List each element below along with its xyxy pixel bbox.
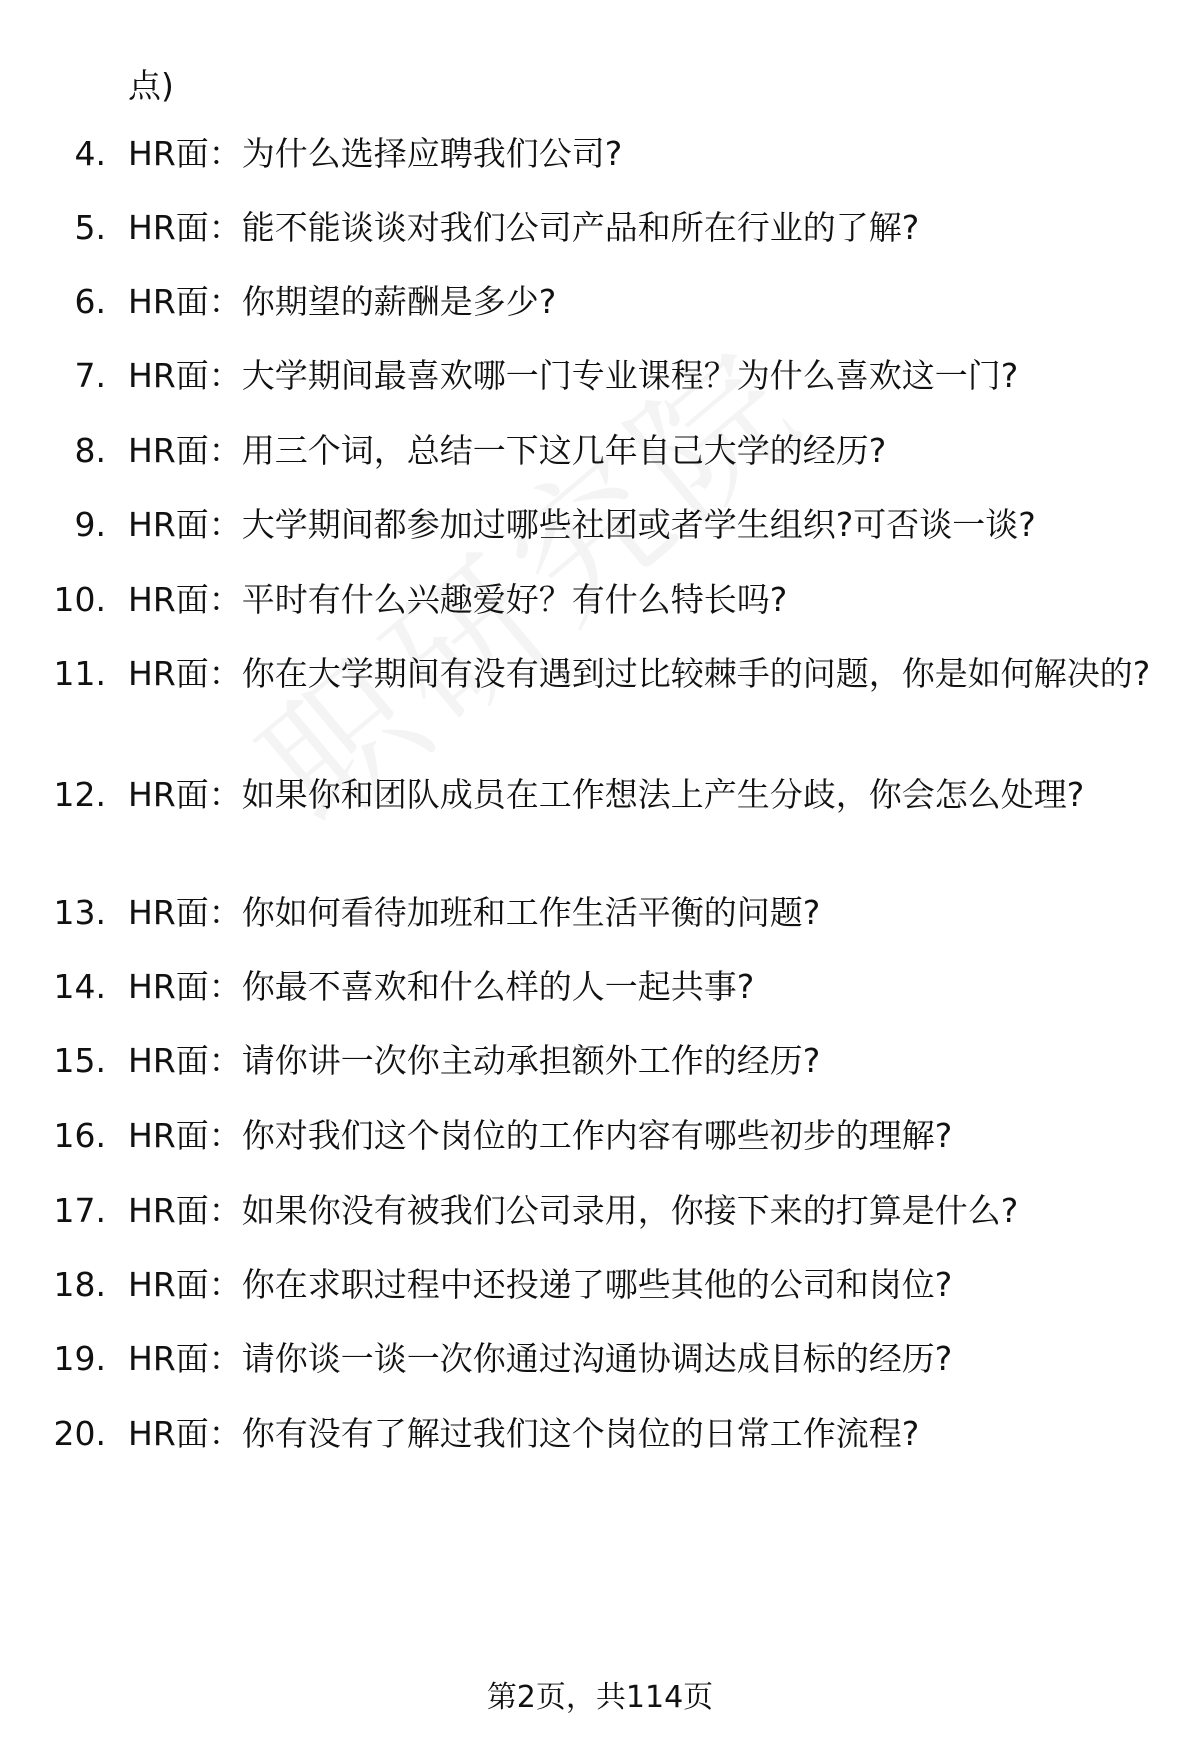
item-number: 16. — [53, 1116, 106, 1155]
item-number: 18. — [53, 1265, 106, 1304]
page-footer: 第2页，共114页 — [486, 1680, 714, 1715]
item-number: 14. — [53, 967, 106, 1006]
item-text: HR面：你最不喜欢和什么样的人一起共事? — [128, 967, 755, 1006]
item-text: HR面：你在求职过程中还投递了哪些其他的公司和岗位? — [128, 1265, 953, 1304]
item-number: 13. — [53, 893, 106, 932]
item-number: 15. — [53, 1041, 106, 1080]
item-number: 7. — [74, 356, 106, 395]
item-number: 9. — [74, 505, 106, 544]
item-number: 11. — [53, 654, 106, 693]
item-text: HR面：你如何看待加班和工作生活平衡的问题? — [128, 893, 821, 932]
item-text: HR面：你期望的薪酬是多少? — [128, 282, 557, 321]
item-text: HR面：为什么选择应聘我们公司? — [128, 134, 623, 173]
item-number: 17. — [53, 1191, 106, 1230]
item-text: HR面：如果你和团队成员在工作想法上产生分歧，你会怎么处理? — [128, 775, 1085, 814]
item-text: HR面：大学期间都参加过哪些社团或者学生组织?可否谈一谈? — [128, 505, 1036, 544]
item-text: HR面：你对我们这个岗位的工作内容有哪些初步的理解? — [128, 1116, 953, 1155]
item-text: HR面：能不能谈谈对我们公司产品和所在行业的了解? — [128, 208, 920, 247]
item-text: HR面：请你讲一次你主动承担额外工作的经历? — [128, 1041, 821, 1080]
item-number: 4. — [74, 134, 106, 173]
item-text: HR面：请你谈一谈一次你通过沟通协调达成目标的经历? — [128, 1339, 953, 1378]
item-number: 19. — [53, 1339, 106, 1378]
item-number: 6. — [74, 282, 106, 321]
item-number: 20. — [53, 1414, 106, 1453]
item-text: HR面：你有没有了解过我们这个岗位的日常工作流程? — [128, 1414, 920, 1453]
item-number: 10. — [53, 580, 106, 619]
continued-text: 点) — [128, 66, 174, 105]
item-number: 12. — [53, 775, 106, 814]
item-text: HR面：平时有什么兴趣爱好？有什么特长吗? — [128, 580, 788, 619]
item-text: HR面：用三个词，总结一下这几年自己大学的经历? — [128, 431, 887, 470]
item-text: HR面：如果你没有被我们公司录用，你接下来的打算是什么? — [128, 1191, 1019, 1230]
item-text: HR面：大学期间最喜欢哪一门专业课程？为什么喜欢这一门? — [128, 356, 1019, 395]
item-text: HR面：你在大学期间有没有遇到过比较棘手的问题，你是如何解决的? — [128, 654, 1151, 693]
item-number: 8. — [74, 431, 106, 470]
item-number: 5. — [74, 208, 106, 247]
